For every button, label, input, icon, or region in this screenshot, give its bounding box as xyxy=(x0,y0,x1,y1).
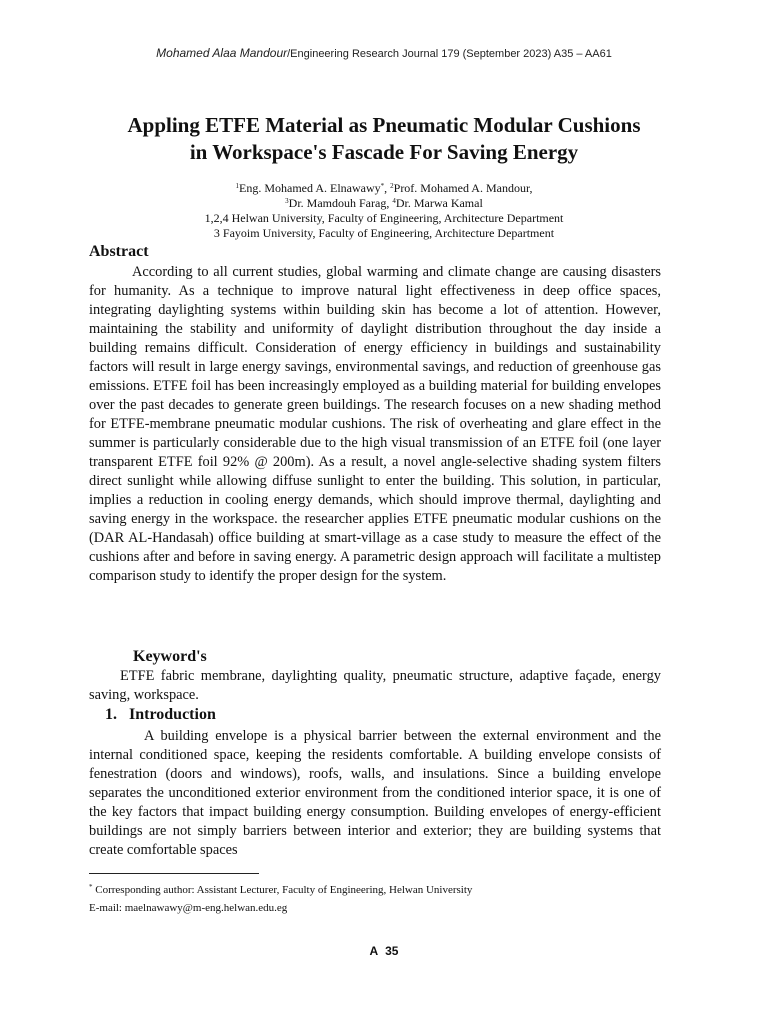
footnote-email: E-mail: maelnawawy@m-eng.helwan.edu.eg xyxy=(89,902,288,914)
keywords-text: ETFE fabric membrane, daylighting quality, pneumatic structure, adaptive façade, energy saving, workspace. xyxy=(89,668,661,703)
author-4: Dr. Marwa Kamal xyxy=(395,196,483,210)
author-4-sup: 4 xyxy=(392,197,396,205)
affiliation-1: 1,2,4 Helwan University, Faculty of Engineering, Architecture Department xyxy=(204,211,564,225)
abstract-heading: Abstract xyxy=(89,243,149,260)
author-1-sup: 1 xyxy=(235,182,239,190)
title-line-1: Appling ETFE Material as Pneumatic Modular Cushions xyxy=(127,113,641,137)
footnote-divider xyxy=(89,873,259,874)
author-3: Dr. Mamdouh Farag, xyxy=(288,196,393,210)
footnote-corresponding-text: Corresponding author: Assistant Lecturer, Faculty of Engineering, Helwan University xyxy=(92,884,473,896)
abstract-text: According to all current studies, global warming and climate change are causing disasters for humanity. As a technique to improve natural light effectiveness in deep office spaces, integrating daylighting systems within building skin has become a lot of attention. However, maintaining the stability and uniformity of daylight distribution throughout the day inside a building remains difficult. Consideration of energy efficiency in buildings and sustainability factors will result in large energy savings, environmental savings, and reduction of greenhouse gas emissions. ETFE foil has been increasingly employed as a building material for building envelopes over the past decades to generate green buildings. The research focuses on a new shading method for ETFE-membrane pneumatic modular cushions. The risk of overheating and glare effect in the summer is particularly considerable due to the high visual transmission of an ETFE foil (one layer transparent ETFE foil 92% @ 200m). As a result, a novel angle-selective shading system filters direct sunlight while allowing diffuse sunlight to enter the building. This solution, in particular, implies a reduction in cooling energy demands, which should improve thermal, daylighting and saving energy in the workspace. the researcher applies ETFE pneumatic modular cushions on the (DAR AL-Handasah) office building at smart-village as a case study to measure the effect of the cushions after and before in saving energy. A parametric design approach will facilitate a multistep comparison study to identify the proper design for the system. xyxy=(89,264,661,584)
author-2: Prof. Mohamed A. Mandour, xyxy=(393,181,533,195)
author-3-sup: 3 xyxy=(285,197,289,205)
title-line-2: in Workspace's Fascade For Saving Energy xyxy=(189,140,579,164)
page-number: A 35 xyxy=(369,944,399,958)
author-separator: , xyxy=(384,181,391,195)
running-header xyxy=(0,46,768,60)
keywords-heading: Keyword's xyxy=(133,648,207,665)
author-block xyxy=(60,181,708,241)
author-1: Eng. Mohamed A. Elnawawy xyxy=(239,181,381,195)
affiliation-2: 3 Fayoim University, Faculty of Engineering, Architecture Department xyxy=(213,226,555,240)
introduction-text: A building envelope is a physical barrier between the external environment and the internal conditioned space, keeping the residents comfortable. A building envelope consists of fenestration (doors and windows), roofs, walls, and insulations. Since a building envelope separates the unconditioned exterior environment from the conditioned interior space, it is one of the key factors that impact building energy consumption. Building envelopes of energy-efficient buildings are not simply barriers between interior and exterior; they are building systems that create comfortable spaces xyxy=(89,728,661,858)
author-line-2 xyxy=(60,196,708,211)
author-line-1 xyxy=(60,181,708,196)
header-journal: /Engineering Research Journal 179 (September 2023) A35 – AA61 xyxy=(287,48,612,60)
footnote-mark: * xyxy=(89,883,93,891)
section-title: Introduction xyxy=(129,706,216,723)
header-author: Mohamed Alaa Mandour xyxy=(156,46,288,60)
corresponding-mark: * xyxy=(380,182,385,190)
section-number: 1. xyxy=(105,706,117,723)
paper-title xyxy=(60,112,708,166)
footnote-corresponding xyxy=(89,881,689,899)
introduction-heading xyxy=(105,706,216,724)
author-2-sup: 2 xyxy=(390,182,394,190)
footnote-block xyxy=(89,881,689,917)
